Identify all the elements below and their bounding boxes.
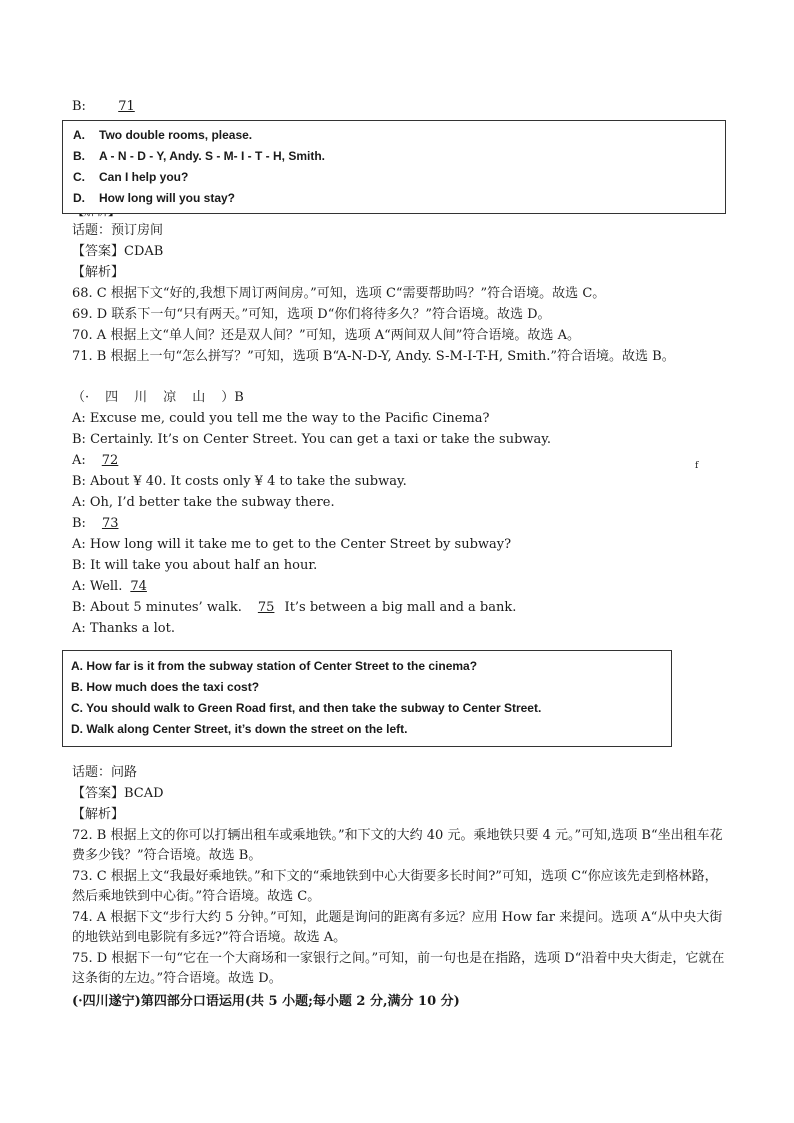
blank-72: 72 bbox=[101, 453, 119, 468]
analysis-paragraph: 75. D 根据下一句“它在一个大商场和一家银行之间。”可知，前一句也是在指路，选项 D“沿着中央大街走，它就在这条街的左边。”符合语境。故选 D。 bbox=[72, 951, 725, 986]
option-d: D. How long will you stay? bbox=[73, 191, 236, 205]
stray-mark: f bbox=[695, 461, 699, 471]
section-header: （· 四 川 凉 山 ）B bbox=[72, 390, 244, 405]
option-a: A. How far is it from the subway station of Center Street to the cinema? bbox=[71, 659, 478, 673]
blank-71: 71 bbox=[118, 99, 135, 114]
option-b: B. How much does the taxi cost? bbox=[71, 680, 260, 694]
blank-75: 75 bbox=[257, 600, 275, 615]
footer-heading: (·四川遂宁)第四部分口语运用(共 5 小题;每小题 2 分,满分 10 分) bbox=[72, 994, 460, 1009]
topic-1: 话题：预订房间 bbox=[72, 223, 164, 238]
analysis-paragraph: 74. A 根据下文“步行大约 5 分钟。”可知，此题是询问的距离有多远？应用 How far 来提问。选项 A“从中央大街的地铁站到电影院有多远?”符合语境。故选 A。 bbox=[72, 910, 723, 945]
option-c: C. You should walk to Green Road first, and then take the subway to Center Street. bbox=[71, 701, 542, 715]
dialogue-line: A: Oh, I’d better take the subway there. bbox=[72, 495, 335, 510]
dialogue-line: B: About 5 minutes’ walk. 75 It’s between a big mall and a bank. bbox=[72, 600, 517, 615]
dialogue-line: A: Excuse me, could you tell me the way to the Pacific Cinema? bbox=[72, 411, 490, 426]
options-box-2 bbox=[62, 650, 672, 747]
dialogue-line: B: About ¥ 40. It costs only ¥ 4 to take the subway. bbox=[72, 474, 407, 489]
option-b: B. A - N - D - Y, Andy. S - M- I - T - H, Smith. bbox=[73, 149, 325, 163]
dialogue-line: B: Certainly. It’s on Center Street. You can get a taxi or take the subway. bbox=[72, 432, 552, 447]
dialogue-line-b-71 bbox=[72, 98, 137, 115]
option-d: D. Walk along Center Street, it’s down the street on the left. bbox=[71, 722, 408, 736]
dialogue-line: B: It will take you about half an hour. bbox=[72, 558, 318, 573]
blank-74: 74 bbox=[130, 579, 147, 594]
analysis-line: 70. A 根据上文“单人间？还是双人间？”可知，选项 A“两间双人间”符合语境。故选 A。 bbox=[72, 328, 580, 343]
option-a: A. Two double rooms, please. bbox=[73, 128, 253, 142]
options-box-1 bbox=[62, 120, 726, 214]
analysis-line: 69. D 联系下一句“只有两天。”可知，选项 D“你们将待多久？”符合语境。故选 D。 bbox=[72, 307, 551, 322]
analysis-line: 68. C 根据下文“好的,我想下周订两间房。”可知，选项 C“需要帮助吗？”符合语境。故选 C。 bbox=[72, 286, 606, 301]
speaker-label: B: bbox=[72, 99, 86, 114]
dialogue-line: A: How long will it take me to get to the Center Street by subway? bbox=[72, 537, 512, 552]
answer-1: 【答案】CDAB bbox=[72, 244, 164, 259]
analysis-paragraph: 72. B 根据上文的你可以打辆出租车或乘地铁。”和下文的大约 40 元。乘地铁只要 4 元。”可知,选项 B“坐出租车花费多少钱？”符合语境。故选 B。 bbox=[72, 828, 723, 863]
dialogue-line: A: Thanks a lot. bbox=[72, 621, 175, 636]
dialogue-line: A: Well. 74 bbox=[72, 579, 147, 594]
dialogue-line: A: 72 bbox=[72, 453, 119, 468]
answer-2: 【答案】BCAD bbox=[72, 786, 164, 801]
analysis-title-1: 【解析】 bbox=[72, 265, 125, 280]
topic-2: 话题：问路 bbox=[72, 765, 138, 780]
blank-73: 73 bbox=[101, 516, 119, 531]
analysis-line: 71. B 根据上一句“怎么拼写？”可知，选项 B“A-N-D-Y, Andy. S-M-I-T-H, Smith.”符合语境。故选 B。 bbox=[72, 349, 675, 364]
analysis-title-2: 【解析】 bbox=[72, 807, 125, 822]
option-c: C. Can I help you? bbox=[73, 170, 189, 184]
dialogue-line: B: 73 bbox=[72, 516, 119, 531]
analysis-paragraph: 73. C 根据上文“我最好乘地铁。”和下文的“乘地铁到中心大街要多长时间?”可知，选项 C“你应该先走到格林路，然后乘地铁到中心街。”符合语境。故选 C。 bbox=[72, 869, 718, 904]
